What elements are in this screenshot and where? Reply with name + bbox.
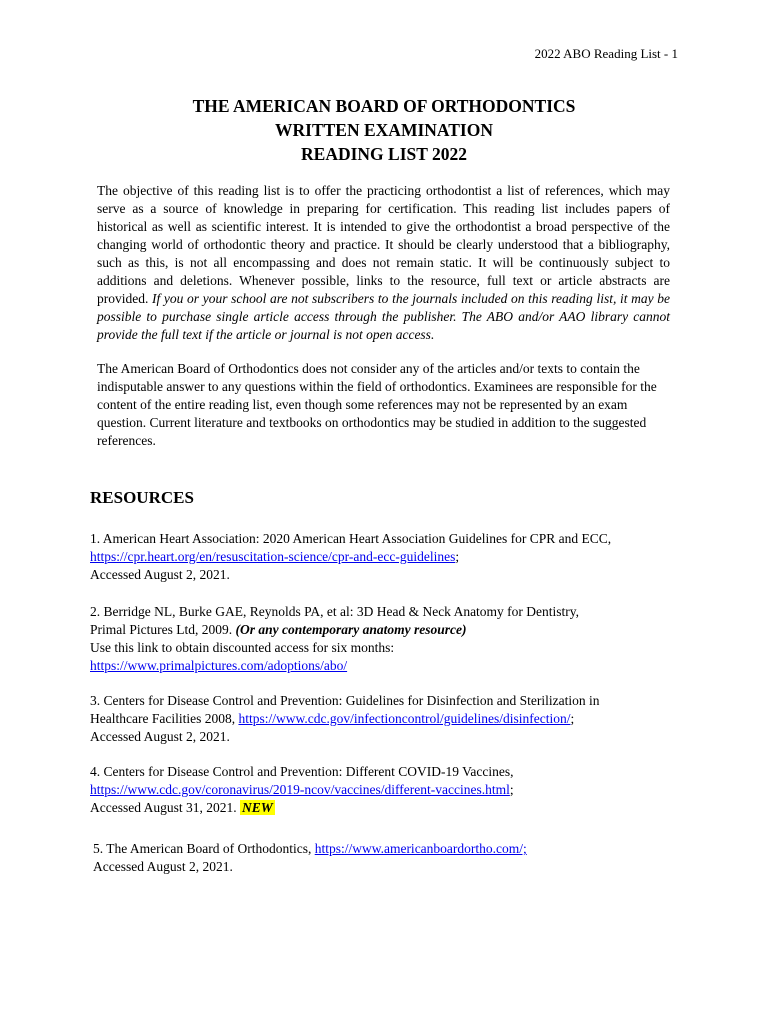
reference-3-text: 3. Centers for Disease Control and Prevention: Guidelines for Disinfection and Sterilization in (90, 693, 600, 708)
reference-3 (90, 692, 690, 746)
reference-4-accessed: Accessed August 31, 2021. (90, 800, 237, 815)
reference-5-line-1 (93, 840, 693, 858)
reference-3-line-2 (90, 710, 690, 728)
reference-5-accessed: Accessed August 2, 2021. (93, 859, 233, 874)
intro-paragraph-1-text: The objective of this reading list is to offer the practicing orthodontist a list of references, which may serve as a source of knowledge in preparing for certification. This reading list includes papers of historical as well as scientific interest. It is intended to give the orthodontist a broad perspective of the changing world of orthodontic theory and practice. It should be clearly understood that a bibliography, such as this, is not all encompassing and does not remain static. It will be continuously subject to additions and deletions. Whenever possible, links to the resource, full text or article abstracts are provided. (97, 183, 670, 306)
reference-1 (90, 530, 690, 584)
reference-2-line-3: Use this link to obtain discounted access for six months: (90, 640, 395, 655)
reference-4-link[interactable]: https://www.cdc.gov/coronavirus/2019-ncov/vaccines/different-vaccines.html (90, 782, 510, 797)
reference-4-link-line (90, 781, 690, 799)
reference-4 (90, 763, 690, 817)
reference-3-publisher: Healthcare Facilities 2008, (90, 711, 236, 726)
document-title (0, 94, 768, 166)
reference-5-text: 5. The American Board of Orthodontics, (93, 841, 312, 856)
title-line-2: WRITTEN EXAMINATION (275, 120, 493, 140)
resources-heading: RESOURCES (90, 488, 194, 507)
reference-3-accessed: Accessed August 2, 2021. (90, 729, 230, 744)
reference-1-text: 1. American Heart Association: 2020 American Heart Association Guidelines for CPR and ECC, (90, 531, 612, 546)
reference-3-link-punct: ; (570, 711, 575, 726)
reference-2-line-2 (90, 621, 690, 639)
intro-paragraph-2: The American Board of Orthodontics does not consider any of the articles and/or texts to contain the indisputable answer to any questions within the field of orthodontics. Examinees are responsible for the content of the entire reading list, even though some references may not be represented by an exam question. Current literature and textbooks on orthodontics may be studied in addition to the suggested references. (97, 361, 657, 448)
reference-3-link[interactable]: https://www.cdc.gov/infectioncontrol/guidelines/disinfection/ (238, 711, 571, 726)
reference-1-accessed: Accessed August 2, 2021. (90, 567, 230, 582)
reference-1-link-punct: ; (455, 549, 460, 564)
new-badge: NEW (241, 800, 273, 815)
reference-2-link[interactable]: https://www.primalpictures.com/adoptions/abo/ (90, 658, 348, 673)
reference-4-link-punct: ; (509, 782, 514, 797)
reference-1-link[interactable]: https://cpr.heart.org/en/resuscitation-science/cpr-and-ecc-guidelines (90, 549, 456, 564)
page-header-label: 2022 ABO Reading List - 1 (534, 46, 678, 61)
reference-5-link[interactable]: https://www.americanboardortho.com/; (314, 841, 527, 856)
reference-2-link-line (90, 657, 690, 675)
reference-1-link-line (90, 548, 690, 566)
reference-2 (90, 603, 690, 675)
intro-section (97, 182, 670, 466)
title-line-3: READING LIST 2022 (301, 144, 467, 164)
reference-5 (93, 840, 693, 876)
reference-2-text: 2. Berridge NL, Burke GAE, Reynolds PA, et al: 3D Head & Neck Anatomy for Dentistry, (90, 604, 580, 619)
reference-2-emphasis: (Or any contemporary anatomy resource) (235, 622, 467, 637)
reference-2-publisher: Primal Pictures Ltd, 2009. (90, 622, 233, 637)
title-line-1: THE AMERICAN BOARD OF ORTHODONTICS (192, 96, 576, 116)
reference-4-text: 4. Centers for Disease Control and Prevention: Different COVID-19 Vaccines, (90, 764, 514, 779)
intro-paragraph-1-italic: If you or your school are not subscribers to the journals included on this reading list, it may be possible to purchase single article access through the publisher. The ABO and/or AAO library cannot provide the full text if the article or journal is not open access. (97, 291, 671, 342)
intro-paragraph-1 (97, 182, 670, 344)
reference-4-accessed-line (90, 799, 690, 817)
